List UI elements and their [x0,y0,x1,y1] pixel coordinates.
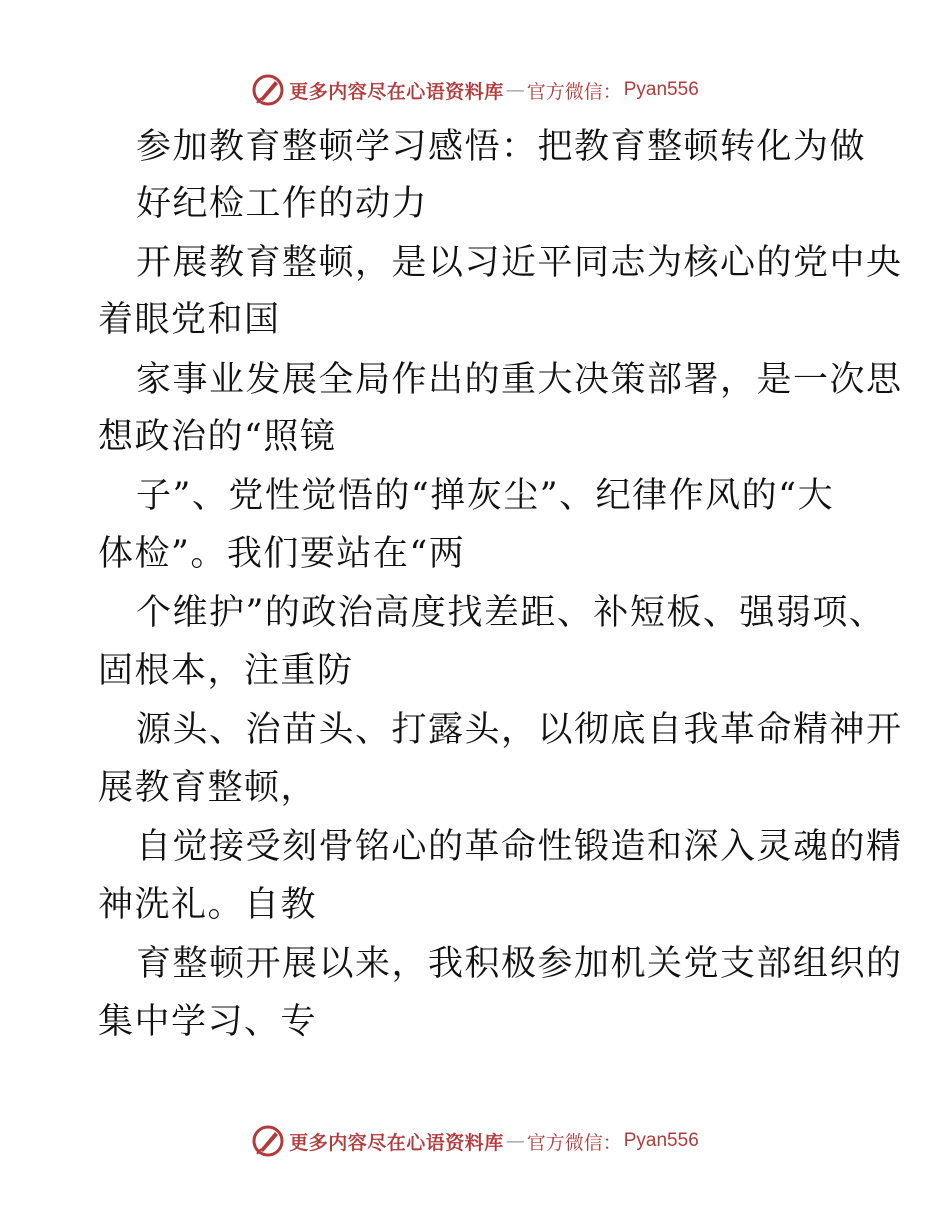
text-line: 自觉接受刻骨铭心的革命性锻造和深入灵魂的精 [136,827,903,867]
header-banner [0,70,950,110]
footer-banner [0,1121,950,1161]
text-line: 好纪检工作的动力 [136,184,429,224]
text-line: 个维护”的政治高度找差距、补短板、强弱项、 [136,593,886,633]
text-line: 育整顿开展以来，我积极参加机关党支部组织的 [136,944,903,984]
text-line: 参加教育整顿学习感悟：把教育整顿转化为做 [136,127,867,167]
footer-wechat-label: 官方微信： [526,1131,622,1154]
quill-logo-icon [251,1124,285,1158]
text-line: 源头、治苗头、打露头，以彻底自我革命精神开 [136,710,903,750]
text-line: 固根本，注重防 [98,651,354,691]
text-line: 子”、党性觉悟的“掸灰尘”、纪律作风的“大 [136,476,835,516]
text-line: 神洗礼。自教 [98,885,318,925]
footer-dash: — [505,1130,525,1152]
text-line: 体检”。我们要站在“两 [98,534,466,574]
header-dash: — [505,79,525,101]
text-line: 家事业发展全局作出的重大决策部署，是一次思 [136,360,903,400]
text-line: 开展教育整顿，是以习近平同志为核心的党中央 [136,243,903,283]
header-wechat-id: Pyan556 [623,79,699,100]
text-line: 展教育整顿， [98,768,318,808]
header-wechat-label: 官方微信： [526,80,622,103]
quill-logo-icon [251,73,285,107]
text-line: 想政治的“照镜 [98,417,337,457]
footer-wechat-id: Pyan556 [623,1130,699,1151]
footer-site-text: 更多内容尽在心语资料库 [289,1131,504,1154]
header-site-text: 更多内容尽在心语资料库 [289,80,504,103]
text-line: 着眼党和国 [98,300,281,340]
text-line: 集中学习、专 [98,1002,318,1042]
